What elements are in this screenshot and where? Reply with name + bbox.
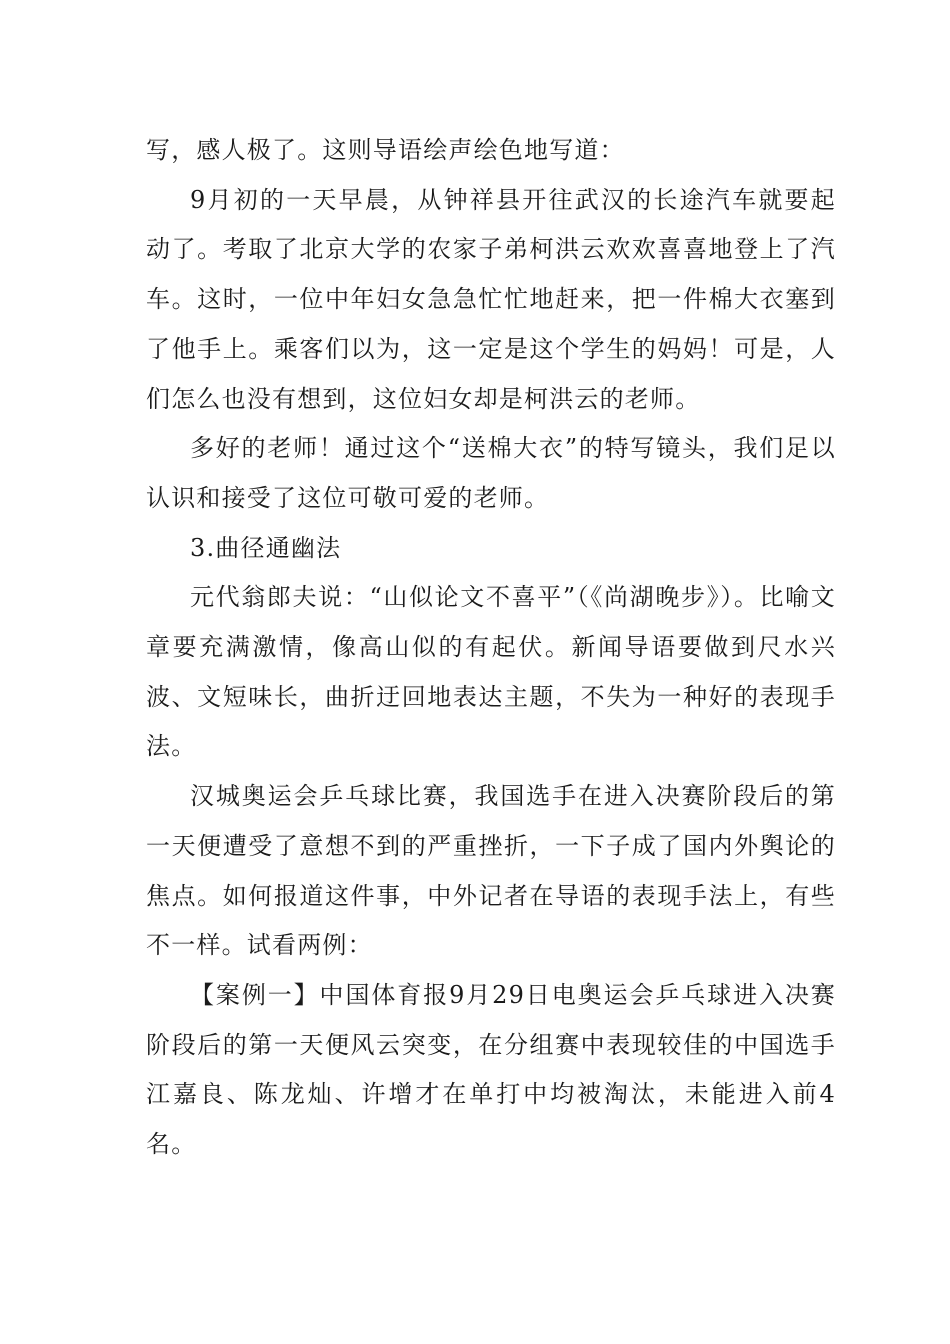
paragraph-good-teacher: 多好的老师！通过这个“送棉大衣”的特写镜头，我们足以认识和接受了这位可敬可爱的老师。 (146, 434, 836, 512)
paragraph-case-one: 【案例一】中国体育报9月29日电奥运会乒乓球进入决赛阶段后的第一天便风云突变，在分组赛中表现较佳的中国选手江嘉良、陈龙灿、许增才在单打中均被淘汰，未能进入前4名。 (146, 980, 836, 1159)
paragraph-bus-story: 9月初的一天早晨，从钟祥县开往武汉的长途汽车就要起动了。考取了北京大学的农家子弟柯洪云欢欢喜喜地登上了汽车。这时，一位中年妇女急急忙忙地赶来，把一件棉大衣塞到了他手上。乘客们以为，这一定是这个学生的妈妈！可是，人们怎么也没有想到，这位妇女却是柯洪云的老师。 (146, 185, 836, 413)
paragraph-continuation: 写，感人极了。这则导语绘声绘色地写道： (146, 136, 625, 164)
document-body (146, 126, 836, 1170)
paragraph-quote: 元代翁郎夫说：“山似论文不喜平”（《尚湖晚步》）。比喻文章要充满激情，像高山似的有起伏。新闻导语要做到尺水兴波、文短味长，曲折迂回地表达主题，不失为一种好的表现手法。 (146, 583, 836, 761)
section-heading: 3.曲径通幽法 (190, 533, 342, 562)
paragraph-olympics: 汉城奥运会乒乓球比赛，我国选手在进入决赛阶段后的第一天便遭受了意想不到的严重挫折，一下子成了国内外舆论的焦点。如何报道这件事，中外记者在导语的表现手法上，有些不一样。试看两例： (146, 782, 836, 960)
